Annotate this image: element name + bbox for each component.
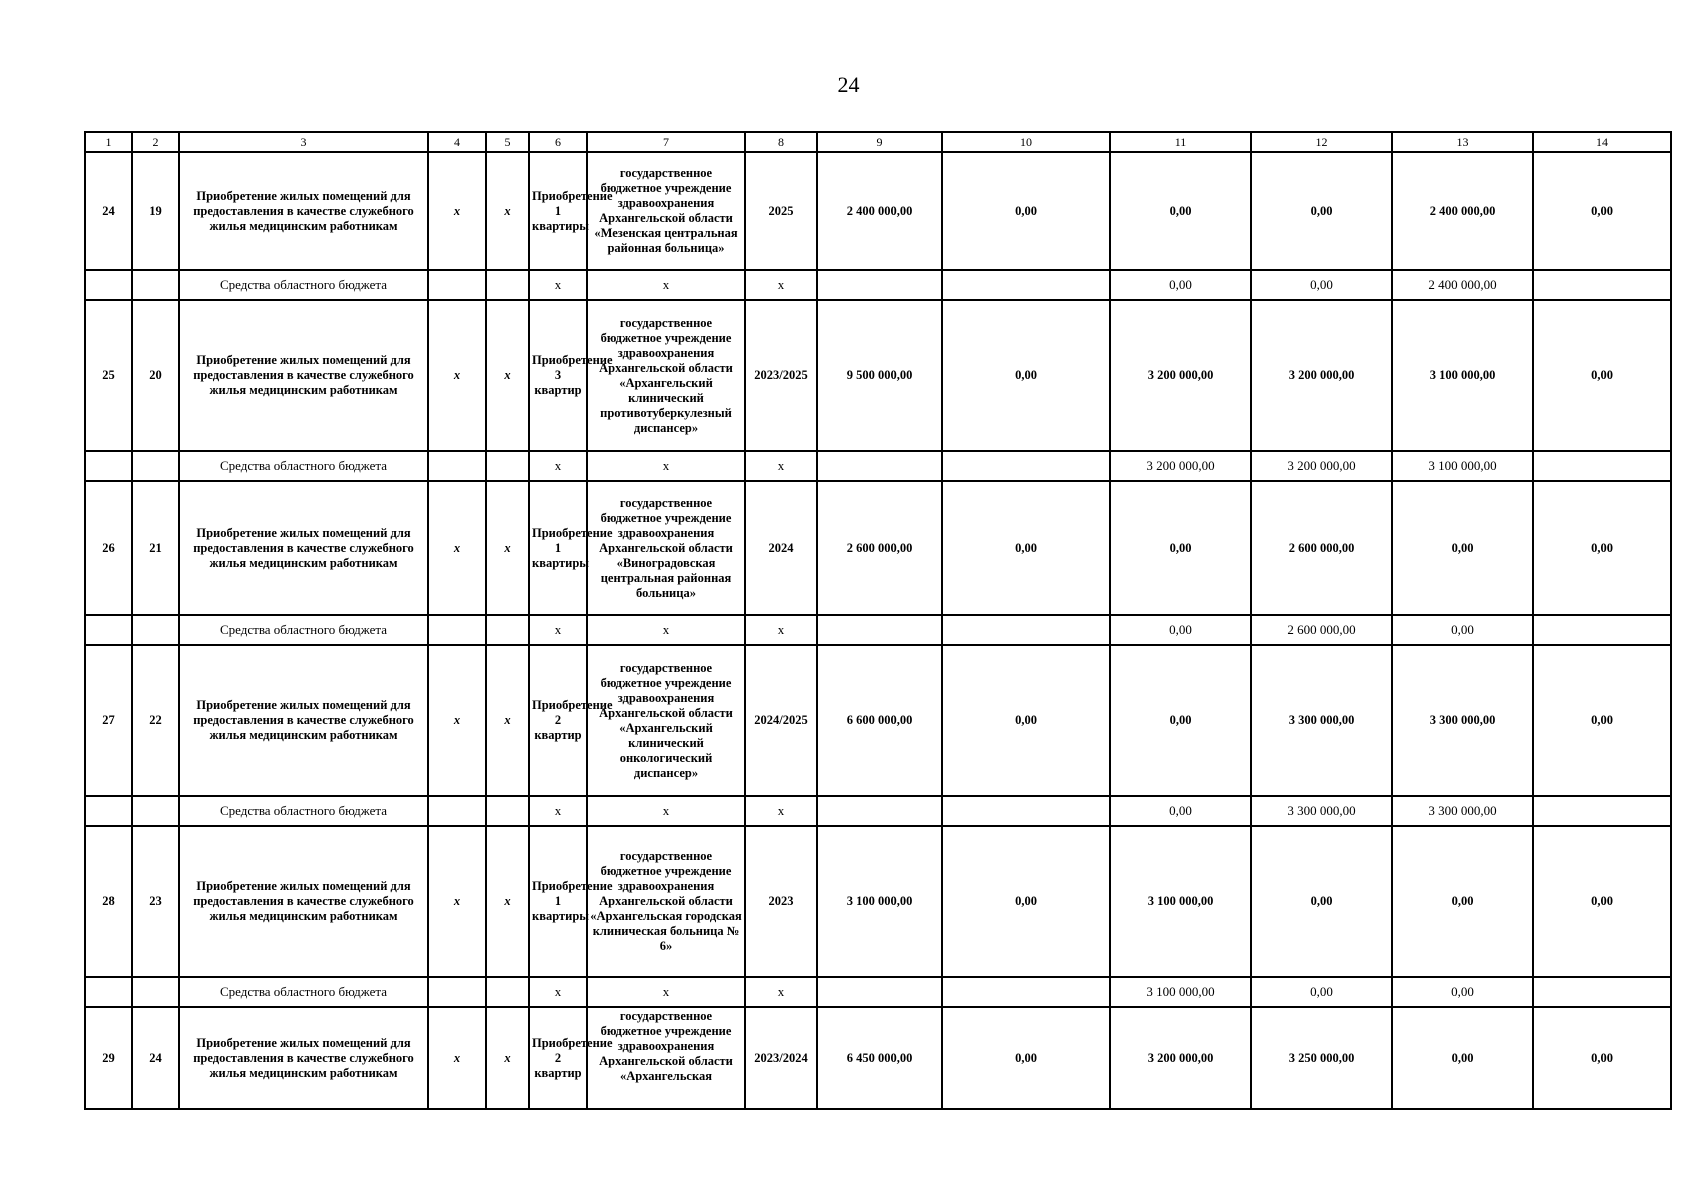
amount-c13: 0,00 — [1392, 615, 1533, 645]
amount-c13: 3 100 000,00 — [1392, 451, 1533, 481]
amount-c14: 0,00 — [1533, 826, 1671, 977]
item-number: 24 — [132, 1007, 179, 1109]
amount-c12: 0,00 — [1251, 152, 1392, 270]
empty-cell — [942, 451, 1110, 481]
years: 2023 — [745, 826, 817, 977]
object-name: Приобретение жилых помещений для предоставления в качестве служебного жилья медицинским работникам — [179, 300, 428, 451]
amount-c10: 0,00 — [942, 826, 1110, 977]
funding-source-row — [85, 977, 1671, 1007]
funding-source-row — [85, 615, 1671, 645]
amount-c10: 0,00 — [942, 481, 1110, 615]
object-name: Приобретение жилых помещений для предоставления в качестве служебного жилья медицинским работникам — [179, 826, 428, 977]
cell-c6: x — [529, 270, 587, 300]
amount-c11: 3 200 000,00 — [1110, 1007, 1251, 1109]
cell-c7: x — [587, 796, 745, 826]
amount-c13: 3 100 000,00 — [1392, 300, 1533, 451]
table-row — [85, 152, 1671, 270]
amount-c13: 0,00 — [1392, 826, 1533, 977]
amount-c10: 0,00 — [942, 645, 1110, 796]
cell-c7: x — [587, 977, 745, 1007]
empty-cell — [817, 977, 942, 1007]
funding-source-label: Средства областного бюджета — [179, 977, 428, 1007]
amount-c11: 0,00 — [1110, 270, 1251, 300]
row-number: 28 — [85, 826, 132, 977]
cell-c6: x — [529, 615, 587, 645]
row-number: 27 — [85, 645, 132, 796]
empty-cell — [85, 615, 132, 645]
empty-cell — [132, 451, 179, 481]
amount-c13: 0,00 — [1392, 1007, 1533, 1109]
empty-cell — [85, 451, 132, 481]
column-number: 1 — [85, 132, 132, 152]
amount-c12: 0,00 — [1251, 977, 1392, 1007]
cell-c6: x — [529, 451, 587, 481]
funding-source-row — [85, 270, 1671, 300]
column-number: 14 — [1533, 132, 1671, 152]
amount-c11: 0,00 — [1110, 645, 1251, 796]
column-number: 8 — [745, 132, 817, 152]
amount-c14: 0,00 — [1533, 1007, 1671, 1109]
funding-source-row — [85, 796, 1671, 826]
empty-cell — [1533, 977, 1671, 1007]
cell-c7: x — [587, 270, 745, 300]
total-amount: 6 600 000,00 — [817, 645, 942, 796]
cell-c8: x — [745, 977, 817, 1007]
empty-cell — [942, 615, 1110, 645]
column-number: 2 — [132, 132, 179, 152]
amount-c12: 2 600 000,00 — [1251, 615, 1392, 645]
amount-c10: 0,00 — [942, 152, 1110, 270]
cell-c8: x — [745, 270, 817, 300]
amount-c12: 3 200 000,00 — [1251, 300, 1392, 451]
amount-c13: 0,00 — [1392, 481, 1533, 615]
amount-c11: 0,00 — [1110, 481, 1251, 615]
amount-c11: 3 200 000,00 — [1110, 451, 1251, 481]
cell-c6: x — [529, 796, 587, 826]
column-number: 6 — [529, 132, 587, 152]
years: 2025 — [745, 152, 817, 270]
cell-c5: x — [486, 826, 529, 977]
amount-c11: 0,00 — [1110, 615, 1251, 645]
table-row — [85, 826, 1671, 977]
cell-c8: x — [745, 796, 817, 826]
empty-cell — [428, 977, 486, 1007]
empty-cell — [85, 270, 132, 300]
column-number: 9 — [817, 132, 942, 152]
empty-cell — [486, 615, 529, 645]
action-description: Приобретение 2 квартир — [529, 645, 587, 796]
budget-table — [84, 131, 1672, 1110]
organization-name: государственное бюджетное учреждение здравоохранения Архангельской области «Архангельская — [587, 1007, 745, 1109]
amount-c14: 0,00 — [1533, 645, 1671, 796]
column-number: 11 — [1110, 132, 1251, 152]
amount-c13: 3 300 000,00 — [1392, 645, 1533, 796]
action-description: Приобретение 1 квартиры — [529, 481, 587, 615]
amount-c11: 3 100 000,00 — [1110, 977, 1251, 1007]
total-amount: 2 400 000,00 — [817, 152, 942, 270]
amount-c12: 3 300 000,00 — [1251, 796, 1392, 826]
amount-c11: 3 100 000,00 — [1110, 826, 1251, 977]
cell-c5: x — [486, 645, 529, 796]
amount-c14: 0,00 — [1533, 481, 1671, 615]
amount-c13: 2 400 000,00 — [1392, 270, 1533, 300]
empty-cell — [132, 615, 179, 645]
empty-cell — [817, 615, 942, 645]
empty-cell — [1533, 615, 1671, 645]
organization-name: государственное бюджетное учреждение здравоохранения Архангельской области «Мезенская центральная районная больница» — [587, 152, 745, 270]
amount-c12: 0,00 — [1251, 270, 1392, 300]
total-amount: 3 100 000,00 — [817, 826, 942, 977]
cell-c5: x — [486, 152, 529, 270]
cell-c4: x — [428, 481, 486, 615]
amount-c12: 0,00 — [1251, 826, 1392, 977]
empty-cell — [428, 615, 486, 645]
amount-c10: 0,00 — [942, 300, 1110, 451]
action-description: Приобретение 2 квартир — [529, 1007, 587, 1109]
empty-cell — [486, 270, 529, 300]
empty-cell — [942, 977, 1110, 1007]
empty-cell — [1533, 270, 1671, 300]
empty-cell — [428, 451, 486, 481]
cell-c4: x — [428, 826, 486, 977]
amount-c12: 3 200 000,00 — [1251, 451, 1392, 481]
years: 2024 — [745, 481, 817, 615]
column-number: 13 — [1392, 132, 1533, 152]
page-number: 24 — [837, 72, 860, 97]
empty-cell — [132, 796, 179, 826]
column-number: 4 — [428, 132, 486, 152]
total-amount: 6 450 000,00 — [817, 1007, 942, 1109]
column-number: 12 — [1251, 132, 1392, 152]
cell-c4: x — [428, 152, 486, 270]
empty-cell — [85, 977, 132, 1007]
row-number: 24 — [85, 152, 132, 270]
cell-c5: x — [486, 481, 529, 615]
amount-c13: 3 300 000,00 — [1392, 796, 1533, 826]
years: 2023/2024 — [745, 1007, 817, 1109]
column-number: 5 — [486, 132, 529, 152]
empty-cell — [942, 796, 1110, 826]
amount-c13: 2 400 000,00 — [1392, 152, 1533, 270]
row-number: 29 — [85, 1007, 132, 1109]
cell-c4: x — [428, 645, 486, 796]
empty-cell — [486, 451, 529, 481]
amount-c11: 0,00 — [1110, 152, 1251, 270]
cell-c5: x — [486, 1007, 529, 1109]
empty-cell — [132, 270, 179, 300]
empty-cell — [817, 796, 942, 826]
empty-cell — [942, 270, 1110, 300]
amount-c11: 3 200 000,00 — [1110, 300, 1251, 451]
column-number: 3 — [179, 132, 428, 152]
organization-name: государственное бюджетное учреждение здравоохранения Архангельской области «Архангельский клинический онкологический диспансер» — [587, 645, 745, 796]
funding-source-row — [85, 451, 1671, 481]
item-number: 22 — [132, 645, 179, 796]
funding-source-label: Средства областного бюджета — [179, 451, 428, 481]
cell-c8: x — [745, 451, 817, 481]
empty-cell — [85, 796, 132, 826]
empty-cell — [817, 451, 942, 481]
row-number: 25 — [85, 300, 132, 451]
organization-name: государственное бюджетное учреждение здравоохранения Архангельской области «Виноградовская центральная районная больница» — [587, 481, 745, 615]
amount-c13: 0,00 — [1392, 977, 1533, 1007]
empty-cell — [428, 270, 486, 300]
cell-c8: x — [745, 615, 817, 645]
cell-c4: x — [428, 300, 486, 451]
amount-c14: 0,00 — [1533, 152, 1671, 270]
table-row — [85, 300, 1671, 451]
empty-cell — [428, 796, 486, 826]
amount-c12: 2 600 000,00 — [1251, 481, 1392, 615]
years: 2023/2025 — [745, 300, 817, 451]
object-name: Приобретение жилых помещений для предоставления в качестве служебного жилья медицинским работникам — [179, 481, 428, 615]
empty-cell — [1533, 796, 1671, 826]
column-number: 7 — [587, 132, 745, 152]
organization-name: государственное бюджетное учреждение здравоохранения Архангельской области «Архангельский клинический противотуберкулезный диспансер» — [587, 300, 745, 451]
funding-source-label: Средства областного бюджета — [179, 796, 428, 826]
object-name: Приобретение жилых помещений для предоставления в качестве служебного жилья медицинским работникам — [179, 152, 428, 270]
empty-cell — [486, 796, 529, 826]
table-row — [85, 481, 1671, 615]
table-row — [85, 645, 1671, 796]
column-number-row — [85, 132, 1671, 152]
action-description: Приобретение 1 квартиры — [529, 152, 587, 270]
empty-cell — [1533, 451, 1671, 481]
years: 2024/2025 — [745, 645, 817, 796]
empty-cell — [486, 977, 529, 1007]
cell-c7: x — [587, 615, 745, 645]
funding-source-label: Средства областного бюджета — [179, 615, 428, 645]
amount-c12: 3 300 000,00 — [1251, 645, 1392, 796]
table-row — [85, 1007, 1671, 1109]
cell-c5: x — [486, 300, 529, 451]
item-number: 19 — [132, 152, 179, 270]
empty-cell — [132, 977, 179, 1007]
amount-c14: 0,00 — [1533, 300, 1671, 451]
object-name: Приобретение жилых помещений для предоставления в качестве служебного жилья медицинским работникам — [179, 1007, 428, 1109]
total-amount: 2 600 000,00 — [817, 481, 942, 615]
amount-c11: 0,00 — [1110, 796, 1251, 826]
item-number: 23 — [132, 826, 179, 977]
column-number: 10 — [942, 132, 1110, 152]
amount-c12: 3 250 000,00 — [1251, 1007, 1392, 1109]
item-number: 21 — [132, 481, 179, 615]
row-number: 26 — [85, 481, 132, 615]
action-description: Приобретение 1 квартиры — [529, 826, 587, 977]
amount-c10: 0,00 — [942, 1007, 1110, 1109]
action-description: Приобретение 3 квартир — [529, 300, 587, 451]
item-number: 20 — [132, 300, 179, 451]
object-name: Приобретение жилых помещений для предоставления в качестве служебного жилья медицинским работникам — [179, 645, 428, 796]
empty-cell — [817, 270, 942, 300]
cell-c6: x — [529, 977, 587, 1007]
organization-name: государственное бюджетное учреждение здравоохранения Архангельской области «Архангельская городская клиническая больница № 6» — [587, 826, 745, 977]
total-amount: 9 500 000,00 — [817, 300, 942, 451]
cell-c7: x — [587, 451, 745, 481]
cell-c4: x — [428, 1007, 486, 1109]
funding-source-label: Средства областного бюджета — [179, 270, 428, 300]
